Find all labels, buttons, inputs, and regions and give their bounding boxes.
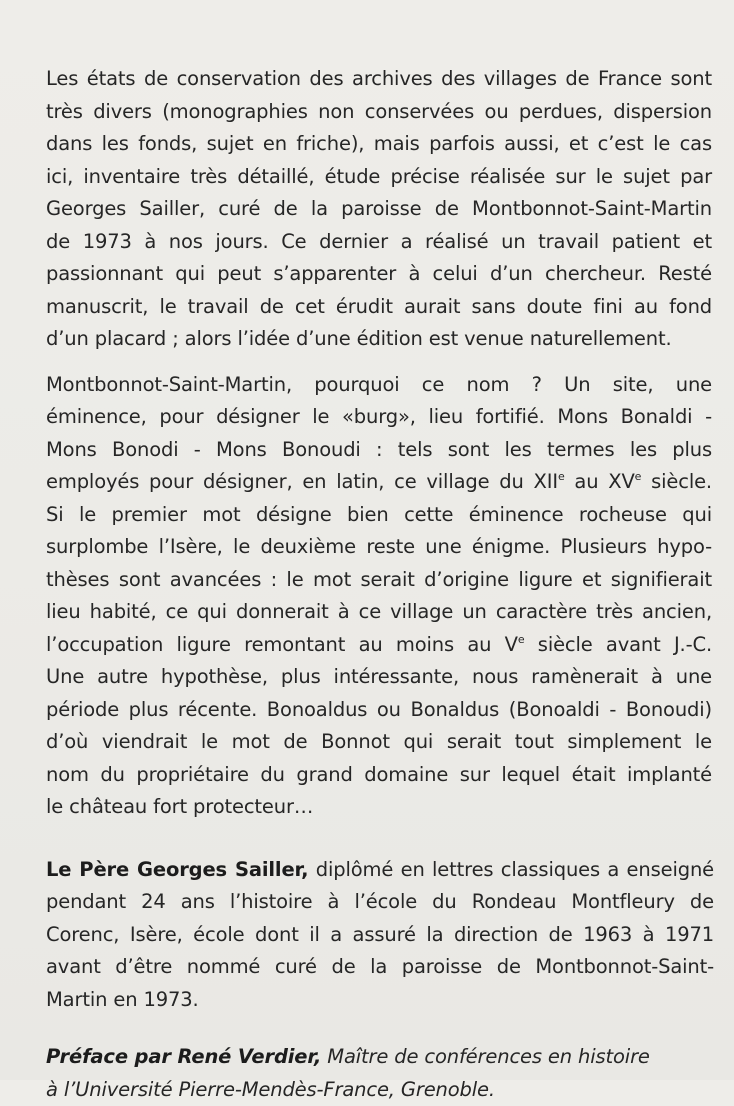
text-line: Si le premier mot désigne bien cette éminence rocheuse qui bbox=[46, 499, 712, 532]
text-line: Mons Bonodi - Mons Bonoudi : tels sont les termes les plus bbox=[46, 434, 712, 467]
text-line: très divers (monographies non conservées ou perdues, dispersion bbox=[46, 96, 712, 129]
text-line: dans les fonds, sujet en friche), mais parfois aussi, et c’est le cas bbox=[46, 128, 712, 161]
text-line: nom du propriétaire du grand domaine sur lequel était implanté bbox=[46, 759, 712, 792]
paragraph-preface-credit bbox=[46, 1041, 506, 1106]
text-fragment: diplômé en lettres classiques a enseigné bbox=[308, 858, 714, 881]
text-fragment: l’occupation ligure remontant au moins au V bbox=[46, 633, 518, 656]
text-line: passionnant qui peut s’apparenter à celui d’un chercheur. Resté bbox=[46, 258, 712, 291]
text-line: ici, inventaire très détaillé, étude précise réalisée sur le sujet par bbox=[46, 161, 712, 194]
text-line: Georges Sailler, curé de la paroisse de Montbonnot-Saint-Martin bbox=[46, 193, 712, 226]
text-line bbox=[46, 466, 712, 499]
author-name: Le Père Georges Sailler, bbox=[46, 858, 308, 881]
text-fragment: employés pour désigner, en latin, ce village du XII bbox=[46, 470, 558, 493]
text-line: d’où viendrait le mot de Bonnot qui serait tout simplement le bbox=[46, 726, 712, 759]
text-line: surplombe l’Isère, le deuxième reste une énigme. Plusieurs hypo- bbox=[46, 531, 712, 564]
text-line: lieu habité, ce qui donnerait à ce village un caractère très ancien, bbox=[46, 596, 712, 629]
text-line: Martin en 1973. bbox=[46, 984, 714, 1017]
text-line: Montbonnot-Saint-Martin, pourquoi ce nom ? Un site, une bbox=[46, 369, 712, 402]
text-fragment: siècle avant J.-C. bbox=[524, 633, 712, 656]
superscript: e bbox=[558, 470, 565, 483]
paragraph-archives bbox=[46, 63, 712, 356]
superscript: e bbox=[635, 470, 642, 483]
text-line: éminence, pour désigner le «burg», lieu fortifié. Mons Bonaldi - bbox=[46, 401, 712, 434]
text-line: de 1973 à nos jours. Ce dernier a réalisé un travail patient et bbox=[46, 226, 712, 259]
text-line bbox=[46, 854, 714, 887]
text-line: thèses sont avancées : le mot serait d’origine ligure et signifierait bbox=[46, 564, 712, 597]
text-line: Une autre hypothèse, plus intéressante, nous ramènerait à une bbox=[46, 661, 712, 694]
paragraph-name-origin bbox=[46, 369, 712, 824]
text-fragment: siècle. bbox=[641, 470, 712, 493]
text-line: manuscrit, le travail de cet érudit aurait sans doute fini au fond bbox=[46, 291, 712, 324]
text-line: Les états de conservation des archives des villages de France sont bbox=[46, 63, 712, 96]
superscript: e bbox=[518, 633, 525, 646]
text-line: à l’Université Pierre-Mendès-France, Grenoble. bbox=[46, 1074, 506, 1106]
text-line: d’un placard ; alors l’idée d’une édition est venue naturellement. bbox=[46, 323, 712, 356]
text-line: période plus récente. Bonoaldus ou Bonaldus (Bonoaldi - Bonoudi) bbox=[46, 694, 712, 727]
text-fragment: Maître de conférences en histoire bbox=[321, 1045, 650, 1068]
text-line bbox=[46, 1041, 506, 1074]
text-fragment: au XV bbox=[565, 470, 635, 493]
text-line: avant d’être nommé curé de la paroisse de Montbonnot-Saint- bbox=[46, 951, 714, 984]
text-line: pendant 24 ans l’histoire à l’école du Rondeau Montfleury de bbox=[46, 886, 714, 919]
preface-author: Préface par René Verdier, bbox=[46, 1045, 321, 1068]
text-line: le château fort protecteur… bbox=[46, 791, 712, 824]
text-line: Corenc, Isère, école dont il a assuré la direction de 1963 à 1971 bbox=[46, 919, 714, 952]
text-line bbox=[46, 629, 712, 662]
paragraph-author-bio bbox=[46, 854, 714, 1017]
